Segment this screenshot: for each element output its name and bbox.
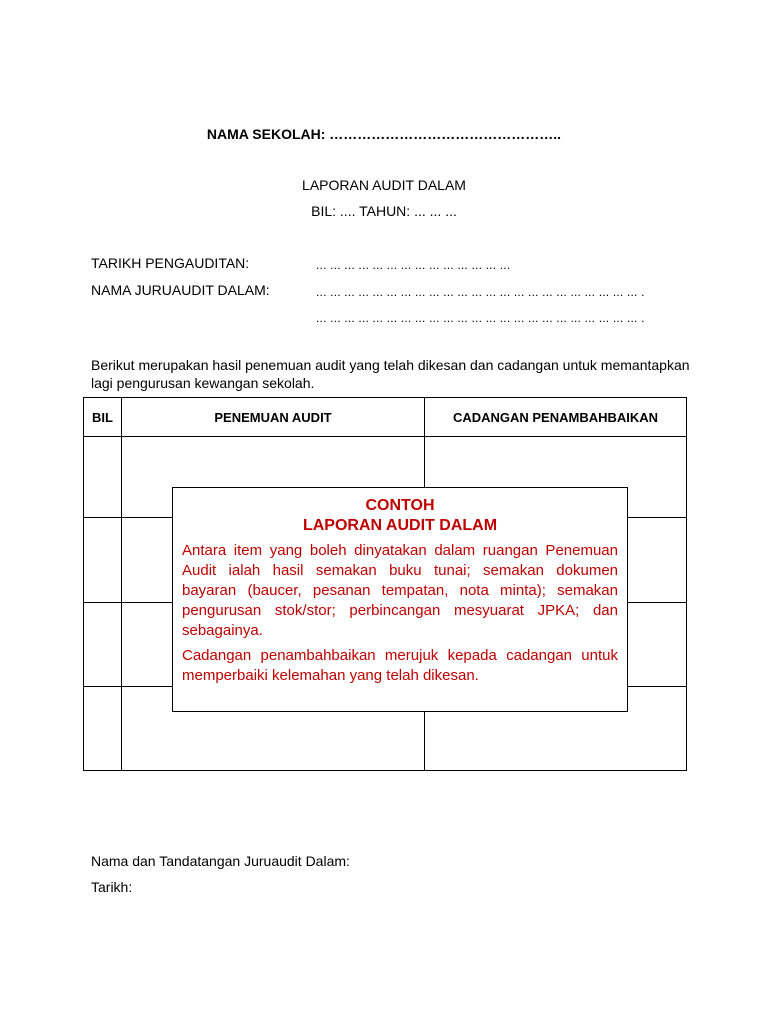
bil-year-line: BIL: .... TAHUN: ... ... ...	[311, 203, 457, 219]
audit-date-value: ... ... ... ... ... ... ... ... ... ... ... ... ... ...	[316, 258, 511, 272]
auditor-name-value-2: ... ... ... ... ... ... ... ... ... ... ... ... ... ... ... ... ... ... ... ... ... ... ... .	[316, 311, 645, 325]
auditor-name-label: NAMA JURUAUDIT DALAM:	[91, 282, 270, 298]
header-bil: BIL	[84, 398, 122, 437]
table-cell[interactable]	[84, 603, 122, 687]
example-note-title: CONTOH	[365, 497, 435, 514]
school-name-line: NAMA SEKOLAH: …………………………………………..	[206, 126, 562, 142]
table-cell[interactable]	[84, 518, 122, 603]
example-note-box	[172, 487, 628, 712]
table-cell[interactable]	[84, 687, 122, 771]
audit-date-label: TARIKH PENGAUDITAN:	[91, 255, 250, 271]
example-note-paragraph-recommendations: Cadangan penambahbaikan merujuk kepada cadangan untuk memperbaiki kelemahan yang telah dikesan.	[182, 647, 618, 684]
signature-label: Nama dan Tandatangan Juruaudit Dalam:	[91, 853, 350, 869]
example-note-subtitle: LAPORAN AUDIT DALAM	[302, 517, 498, 534]
table-header-row	[84, 398, 687, 437]
example-note-paragraph-findings: Antara item yang boleh dinyatakan dalam ruangan Penemuan Audit ialah hasil semakan buku tunai; semakan dokumen bayaran (baucer, pesanan tempatan, nota minta); semakan pengurusan stok/stor; perbincangan mesyuarat JPKA; dan sebagainya.	[182, 542, 618, 639]
table-cell[interactable]	[84, 437, 122, 518]
date-label: Tarikh:	[91, 879, 133, 895]
intro-paragraph: Berikut merupakan hasil penemuan audit yang telah dikesan dan cadangan untuk memantapkan lagi pengurusan kewangan sekolah.	[91, 357, 690, 391]
auditor-name-value-1: ... ... ... ... ... ... ... ... ... ... ... ... ... ... ... ... ... ... ... ... ... ... ... .	[316, 285, 645, 299]
header-recommendations: CADANGAN PENAMBAHBAIKAN	[425, 398, 687, 437]
report-title: LAPORAN AUDIT DALAM	[302, 177, 466, 193]
header-findings: PENEMUAN AUDIT	[122, 398, 425, 437]
